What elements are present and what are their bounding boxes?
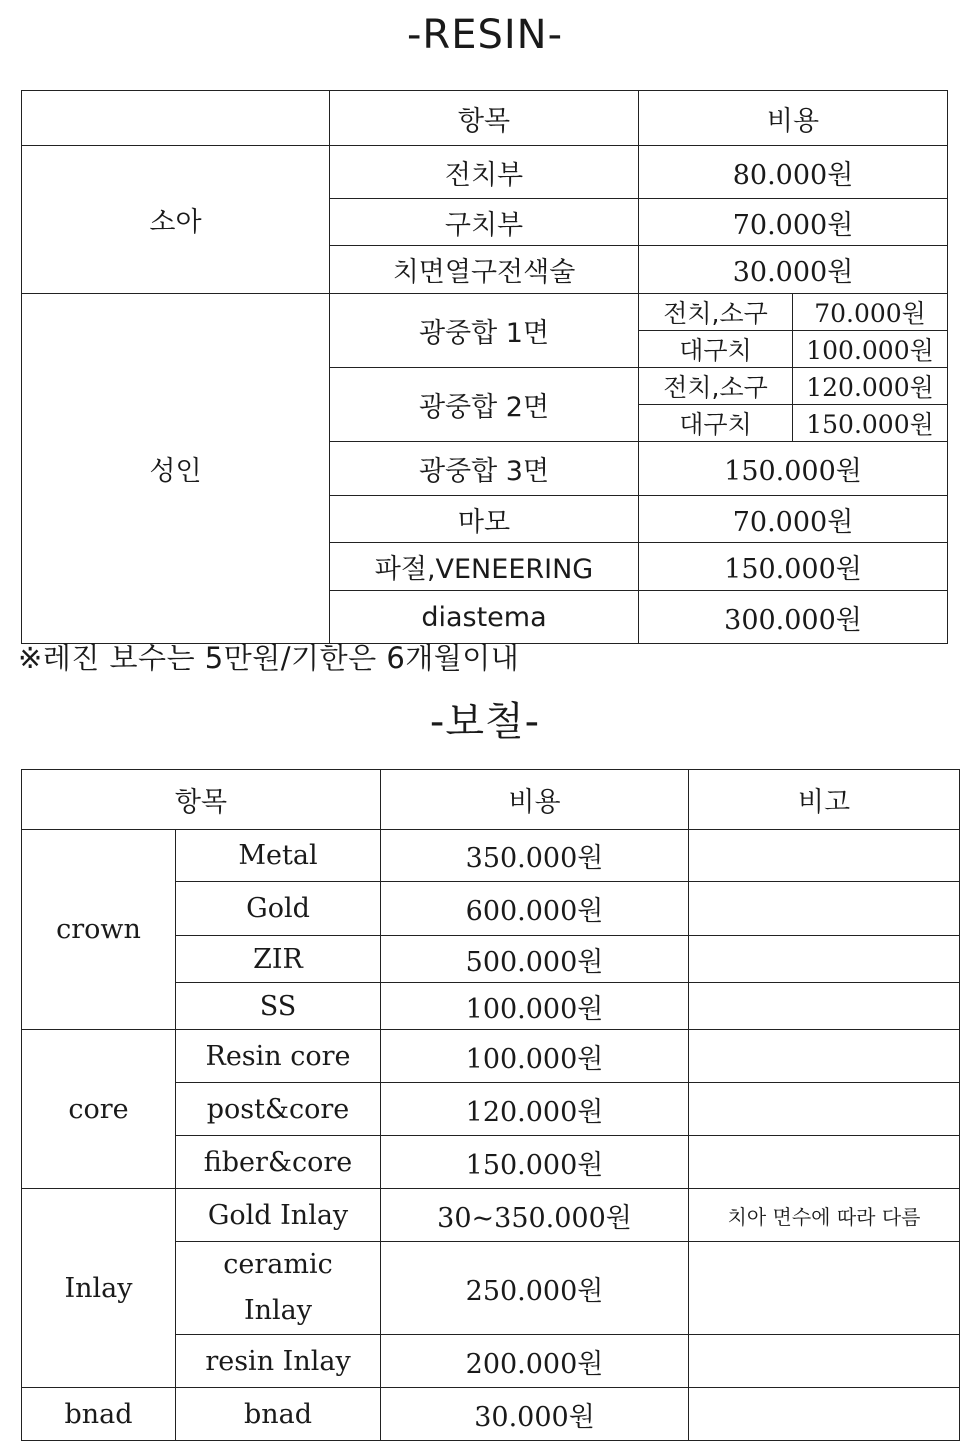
prosthetics-group-core: core <box>22 1030 176 1189</box>
prosthetics-cost: 600.000원 <box>381 882 689 936</box>
prosthetics-item: ceramic Inlay <box>176 1242 381 1335</box>
prosthetics-group-bnad: bnad <box>22 1388 176 1441</box>
prosthetics-item: Resin core <box>176 1030 381 1083</box>
prosthetics-remark <box>689 1136 960 1189</box>
prosthetics-cost: 150.000원 <box>381 1136 689 1189</box>
prosthetics-cost: 100.000원 <box>381 983 689 1030</box>
prosthetics-price-table <box>21 769 960 1441</box>
prosthetics-title: -보철- <box>429 699 541 745</box>
resin-group-adult: 성인 <box>22 294 330 644</box>
prosthetics-cost: 500.000원 <box>381 936 689 983</box>
resin-subtype: 전치,소구 <box>639 294 793 331</box>
resin-item: 치면열구전색술 <box>330 246 639 294</box>
resin-cost: 150.000원 <box>639 543 948 591</box>
resin-cost: 80.000원 <box>639 146 948 199</box>
resin-subtype: 대구치 <box>639 331 793 368</box>
resin-subcost: 100.000원 <box>793 331 948 368</box>
table-row <box>22 1388 960 1441</box>
prosthetics-cost: 350.000원 <box>381 830 689 882</box>
resin-item: 광중합 3면 <box>330 442 639 496</box>
resin-note: ※레진 보수는 5만원/기한은 6개월이내 <box>18 641 520 675</box>
prosthetics-cost: 100.000원 <box>381 1030 689 1083</box>
prosthetics-item: resin Inlay <box>176 1335 381 1388</box>
resin-title: -RESIN- <box>406 12 564 58</box>
table-row <box>22 830 960 882</box>
prosthetics-header-remark: 비고 <box>689 770 960 830</box>
prosthetics-remark <box>689 1242 960 1335</box>
prosthetics-remark <box>689 1388 960 1441</box>
resin-header-row <box>22 91 948 146</box>
resin-subcost: 120.000원 <box>793 368 948 405</box>
resin-subtype: 대구치 <box>639 405 793 442</box>
resin-header-blank <box>22 91 330 146</box>
prosthetics-item: SS <box>176 983 381 1030</box>
prosthetics-remark <box>689 882 960 936</box>
table-row <box>22 146 948 199</box>
prosthetics-remark <box>689 830 960 882</box>
resin-item: 구치부 <box>330 199 639 246</box>
resin-item: 전치부 <box>330 146 639 199</box>
prosthetics-header-item: 항목 <box>22 770 381 830</box>
resin-cost: 300.000원 <box>639 591 948 644</box>
prosthetics-remark: 치아 면수에 따라 다름 <box>689 1189 960 1242</box>
resin-subtype: 전치,소구 <box>639 368 793 405</box>
prosthetics-remark <box>689 1030 960 1083</box>
resin-price-table <box>21 90 948 644</box>
table-row <box>22 1189 960 1242</box>
prosthetics-remark <box>689 1335 960 1388</box>
prosthetics-cost: 250.000원 <box>381 1242 689 1335</box>
table-row <box>22 294 948 331</box>
resin-item: diastema <box>330 591 639 644</box>
prosthetics-item: Metal <box>176 830 381 882</box>
prosthetics-item: Gold Inlay <box>176 1189 381 1242</box>
resin-header-item: 항목 <box>330 91 639 146</box>
prosthetics-header-row <box>22 770 960 830</box>
prosthetics-item: Gold <box>176 882 381 936</box>
resin-cost: 150.000원 <box>639 442 948 496</box>
prosthetics-item: bnad <box>176 1388 381 1441</box>
prosthetics-group-crown: crown <box>22 830 176 1030</box>
prosthetics-cost: 200.000원 <box>381 1335 689 1388</box>
resin-cost: 70.000원 <box>639 496 948 543</box>
prosthetics-item: ZIR <box>176 936 381 983</box>
prosthetics-remark <box>689 983 960 1030</box>
prosthetics-item: fiber&core <box>176 1136 381 1189</box>
resin-subcost: 150.000원 <box>793 405 948 442</box>
resin-cost: 70.000원 <box>639 199 948 246</box>
prosthetics-cost: 120.000원 <box>381 1083 689 1136</box>
prosthetics-remark <box>689 936 960 983</box>
resin-group-child: 소아 <box>22 146 330 294</box>
resin-subcost: 70.000원 <box>793 294 948 331</box>
prosthetics-header-cost: 비용 <box>381 770 689 830</box>
prosthetics-cost: 30~350.000원 <box>381 1189 689 1242</box>
resin-header-cost: 비용 <box>639 91 948 146</box>
prosthetics-cost: 30.000원 <box>381 1388 689 1441</box>
resin-item: 파절,VENEERING <box>330 543 639 591</box>
resin-item: 마모 <box>330 496 639 543</box>
prosthetics-remark <box>689 1083 960 1136</box>
prosthetics-item: post&core <box>176 1083 381 1136</box>
table-row <box>22 1030 960 1083</box>
resin-item: 광중합 1면 <box>330 294 639 368</box>
resin-cost: 30.000원 <box>639 246 948 294</box>
resin-item: 광중합 2면 <box>330 368 639 442</box>
prosthetics-group-inlay: Inlay <box>22 1189 176 1388</box>
